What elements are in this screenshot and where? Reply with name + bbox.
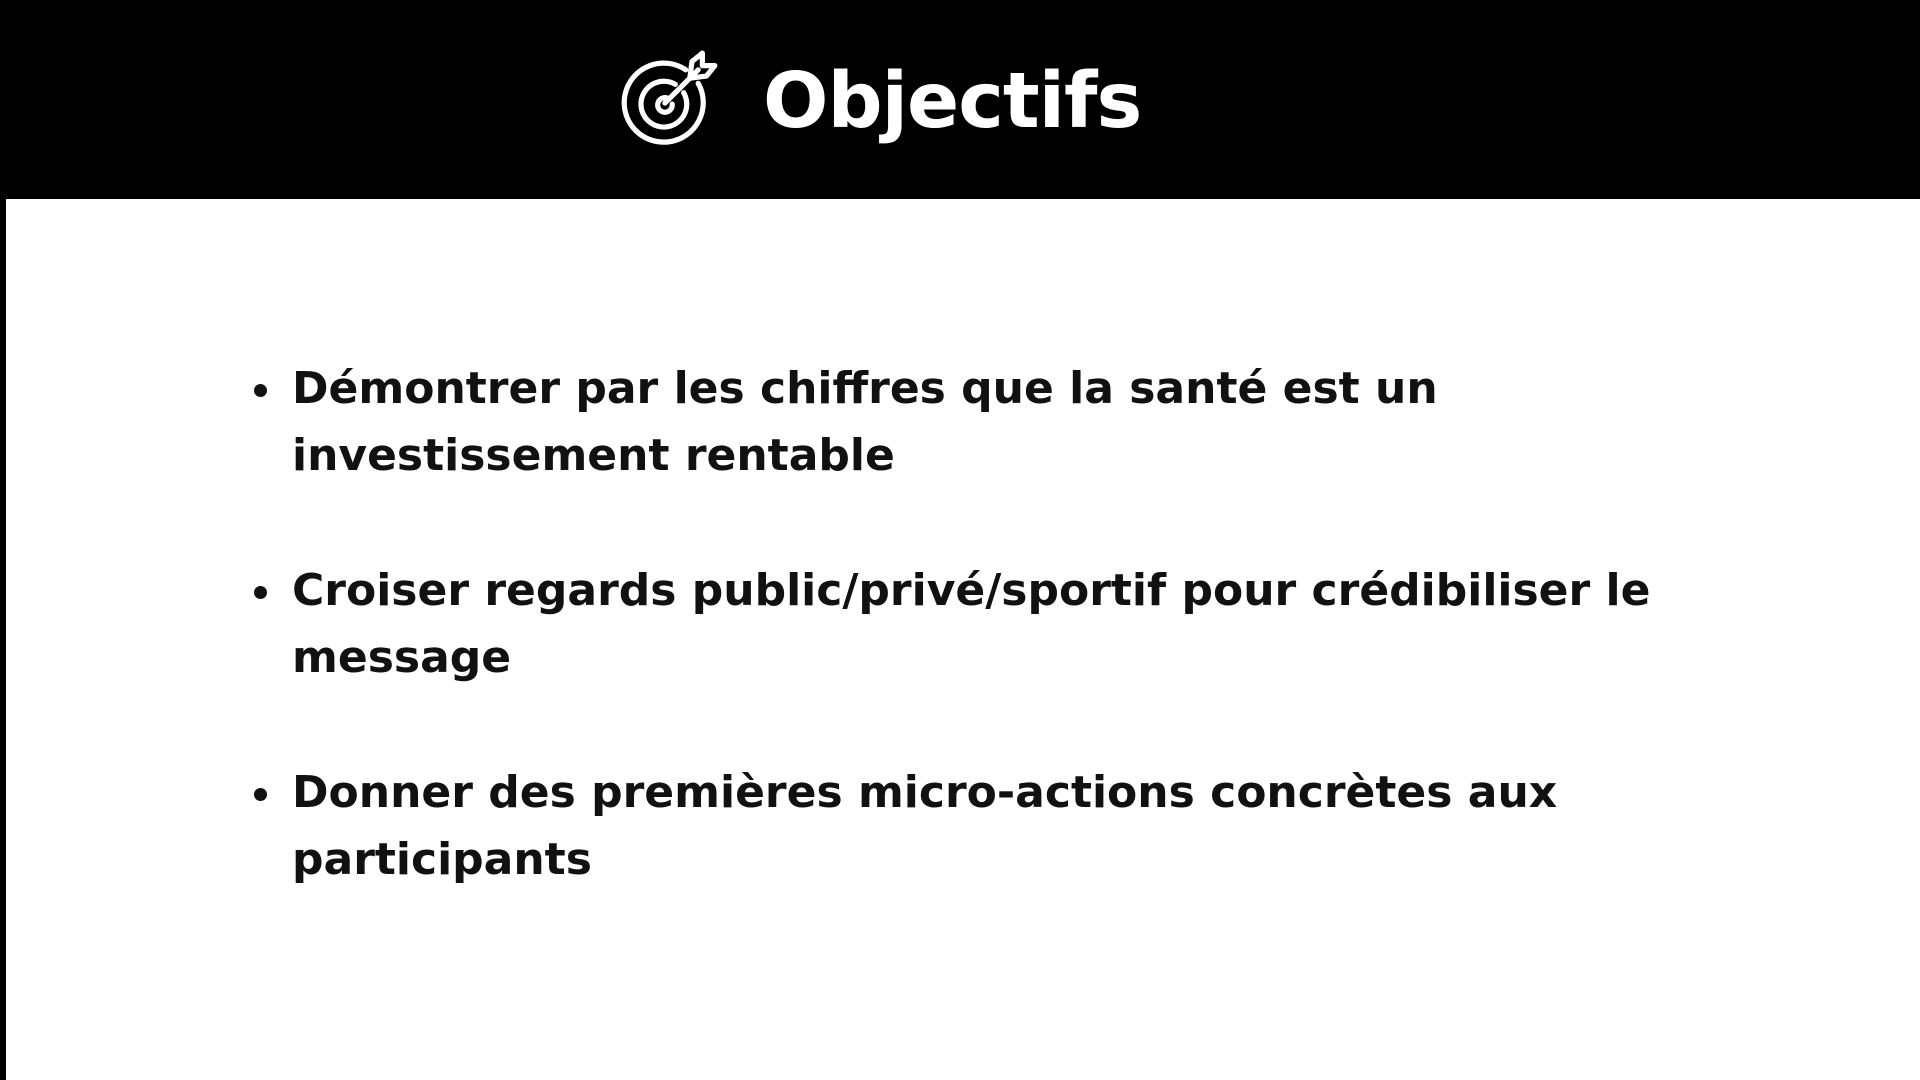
bullet-dot [254, 384, 267, 397]
slide-title: Objectifs [763, 56, 1142, 146]
objective-text: Donner des premières micro-actions concrètes aux participants [292, 767, 1558, 885]
target-icon [615, 49, 719, 153]
objective-item-2 [250, 557, 1730, 691]
objective-item-1 [250, 355, 1730, 489]
slide-header [615, 46, 1141, 156]
objective-item-3 [250, 759, 1730, 893]
objective-text: Démontrer par les chiffres que la santé est un investissement rentable [292, 363, 1438, 481]
objectives-list [250, 355, 1730, 961]
left-edge-border [0, 199, 6, 1080]
bullet-dot [254, 586, 267, 599]
objective-text: Croiser regards public/privé/sportif pour crédibiliser le message [292, 565, 1651, 683]
bullet-dot [254, 788, 267, 801]
